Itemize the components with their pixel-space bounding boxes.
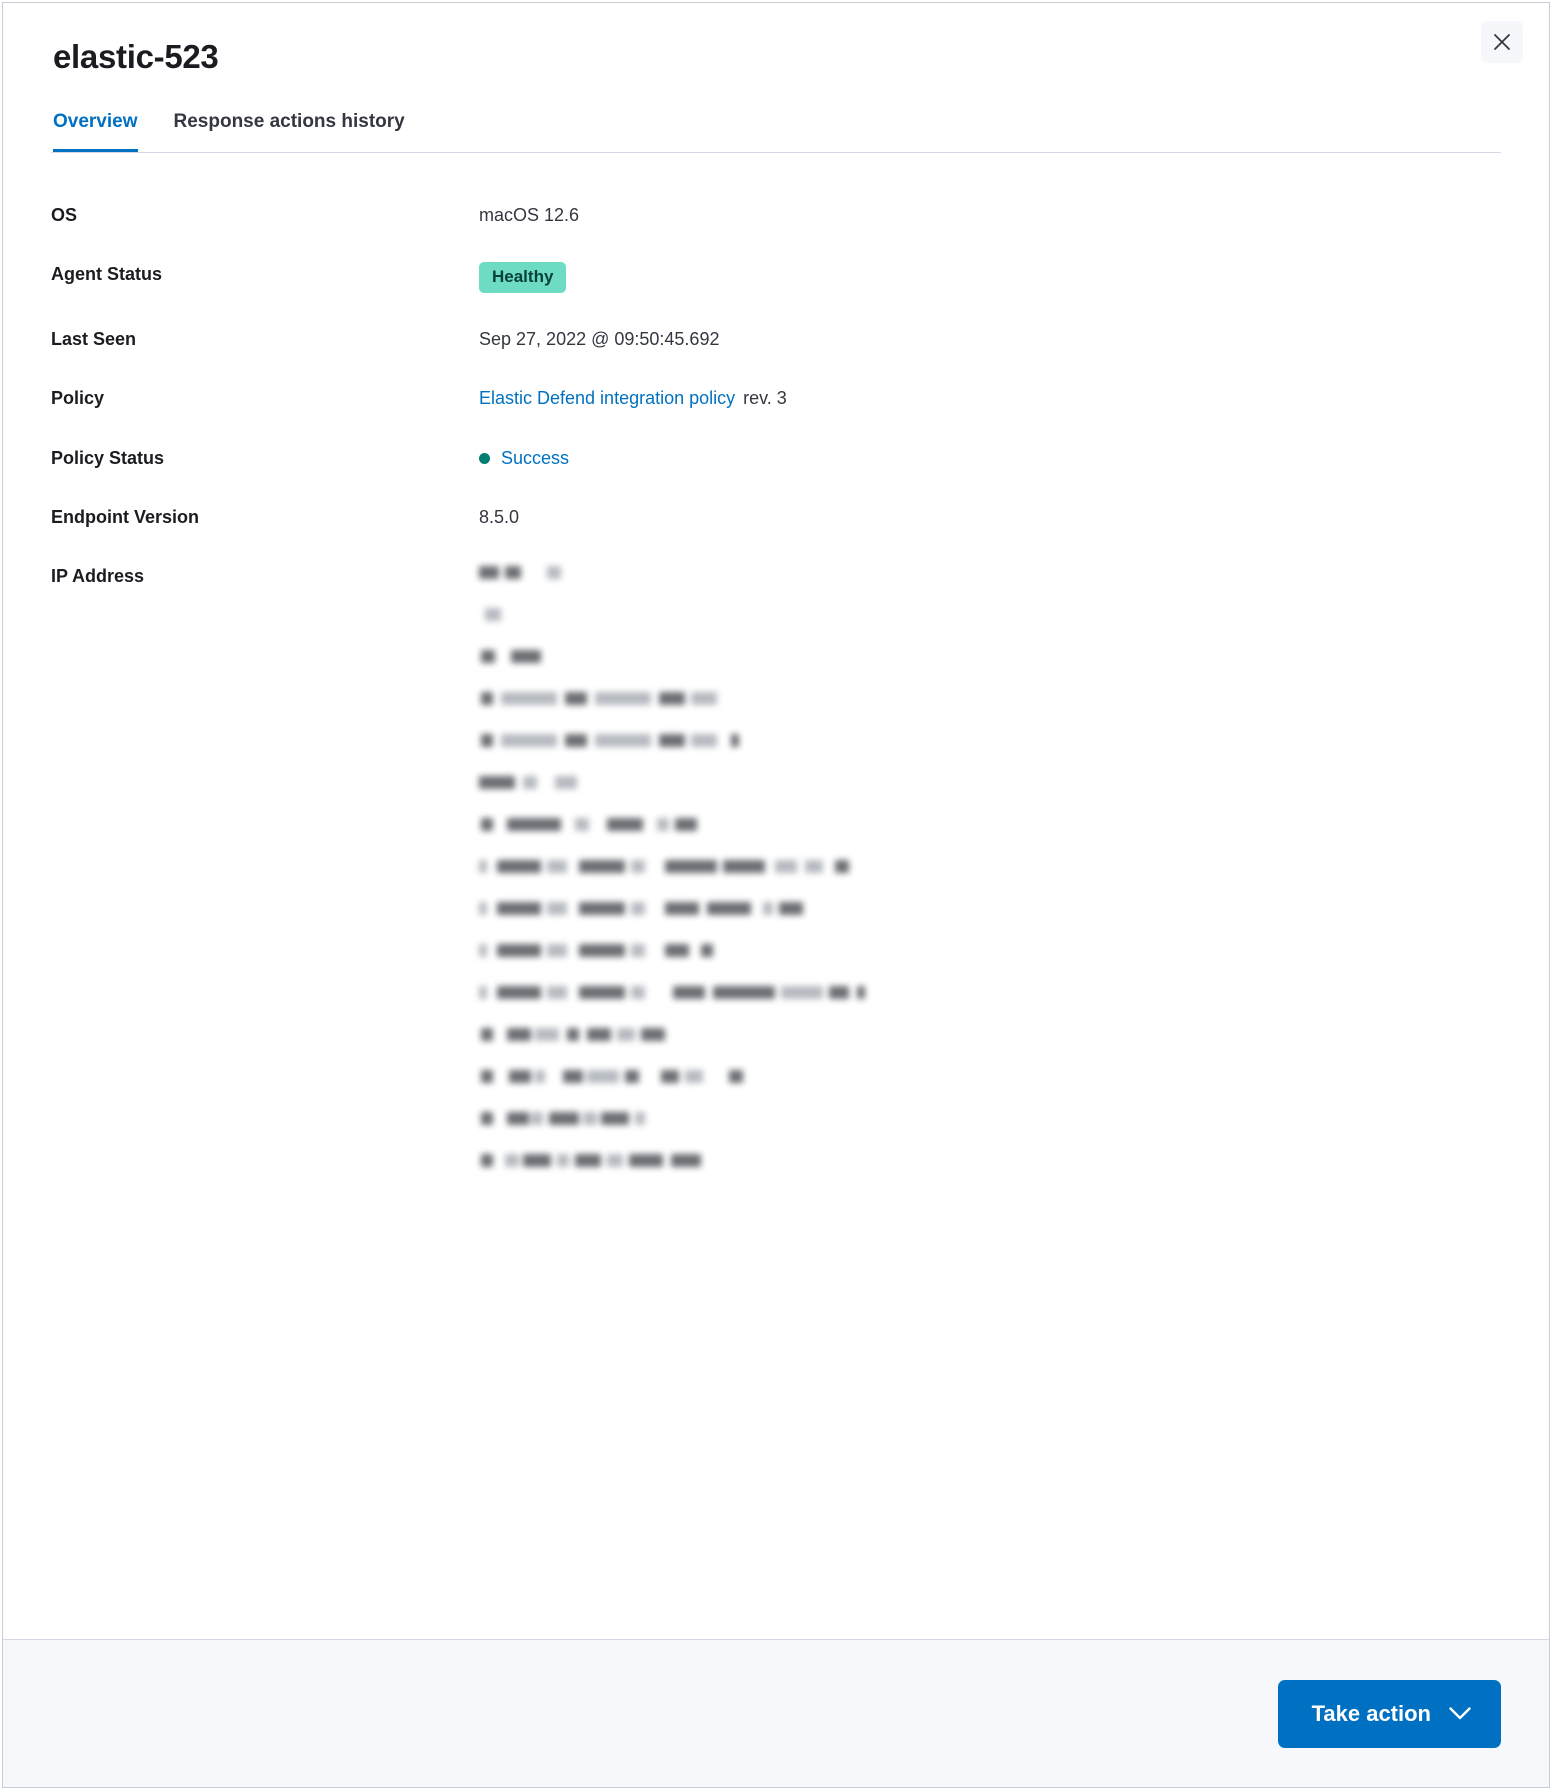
- label-last-seen: Last Seen: [51, 329, 137, 350]
- list-item: [479, 1024, 1501, 1046]
- list-item: [479, 940, 1501, 962]
- label-os: OS: [51, 204, 78, 225]
- policy-status-row[interactable]: [479, 446, 1501, 471]
- list-item: [479, 730, 1501, 752]
- endpoint-detail-list: [51, 195, 1501, 1218]
- label-endpoint-version: Endpoint Version: [51, 506, 200, 527]
- list-item: [479, 898, 1501, 920]
- value-os: macOS 12.6: [479, 204, 580, 225]
- tab-overview[interactable]: Overview: [53, 105, 138, 152]
- take-action-label: Take action: [1311, 1700, 1431, 1726]
- label-ip-address: IP Address: [51, 565, 145, 586]
- list-item: [479, 772, 1501, 794]
- page-title: elastic-523: [53, 38, 219, 75]
- value-agent-status: [479, 254, 1501, 319]
- list-item: [479, 604, 1501, 626]
- flyout-footer: [3, 1639, 1549, 1787]
- list-item: [479, 562, 1501, 584]
- list-item: [479, 856, 1501, 878]
- value-policy-status: [479, 438, 1501, 497]
- close-icon[interactable]: [1481, 21, 1523, 63]
- policy-link[interactable]: Elastic Defend integration policy: [479, 388, 736, 409]
- value-endpoint-version: 8.5.0: [479, 506, 520, 527]
- value-last-seen: Sep 27, 2022 @ 09:50:45.692: [479, 329, 720, 350]
- value-ip-address-redacted: [479, 556, 1501, 1218]
- value-policy: [479, 378, 1501, 437]
- list-item: [479, 1066, 1501, 1088]
- status-dot-icon: [479, 453, 490, 464]
- take-action-button[interactable]: [1278, 1680, 1501, 1748]
- endpoint-details-flyout: [2, 2, 1550, 1788]
- list-item: [479, 646, 1501, 668]
- list-item: [479, 1150, 1501, 1172]
- policy-status-link[interactable]: Success: [501, 447, 570, 468]
- tab-bar: [51, 105, 1501, 153]
- label-policy-status: Policy Status: [51, 447, 165, 468]
- list-item: [479, 1108, 1501, 1130]
- list-item: [479, 814, 1501, 836]
- label-policy: Policy: [51, 388, 105, 409]
- policy-revision: rev. 3: [743, 388, 787, 409]
- list-item: [479, 982, 1501, 1004]
- flyout-header: [3, 3, 1549, 153]
- label-agent-status: Agent Status: [51, 263, 163, 284]
- overview-panel: [3, 153, 1549, 1639]
- status-badge: Healthy: [479, 262, 566, 293]
- tab-response-actions-history[interactable]: Response actions history: [174, 105, 405, 152]
- close-glyph: [1492, 32, 1512, 52]
- list-item: [479, 688, 1501, 710]
- chevron-down-icon: [1449, 1707, 1471, 1720]
